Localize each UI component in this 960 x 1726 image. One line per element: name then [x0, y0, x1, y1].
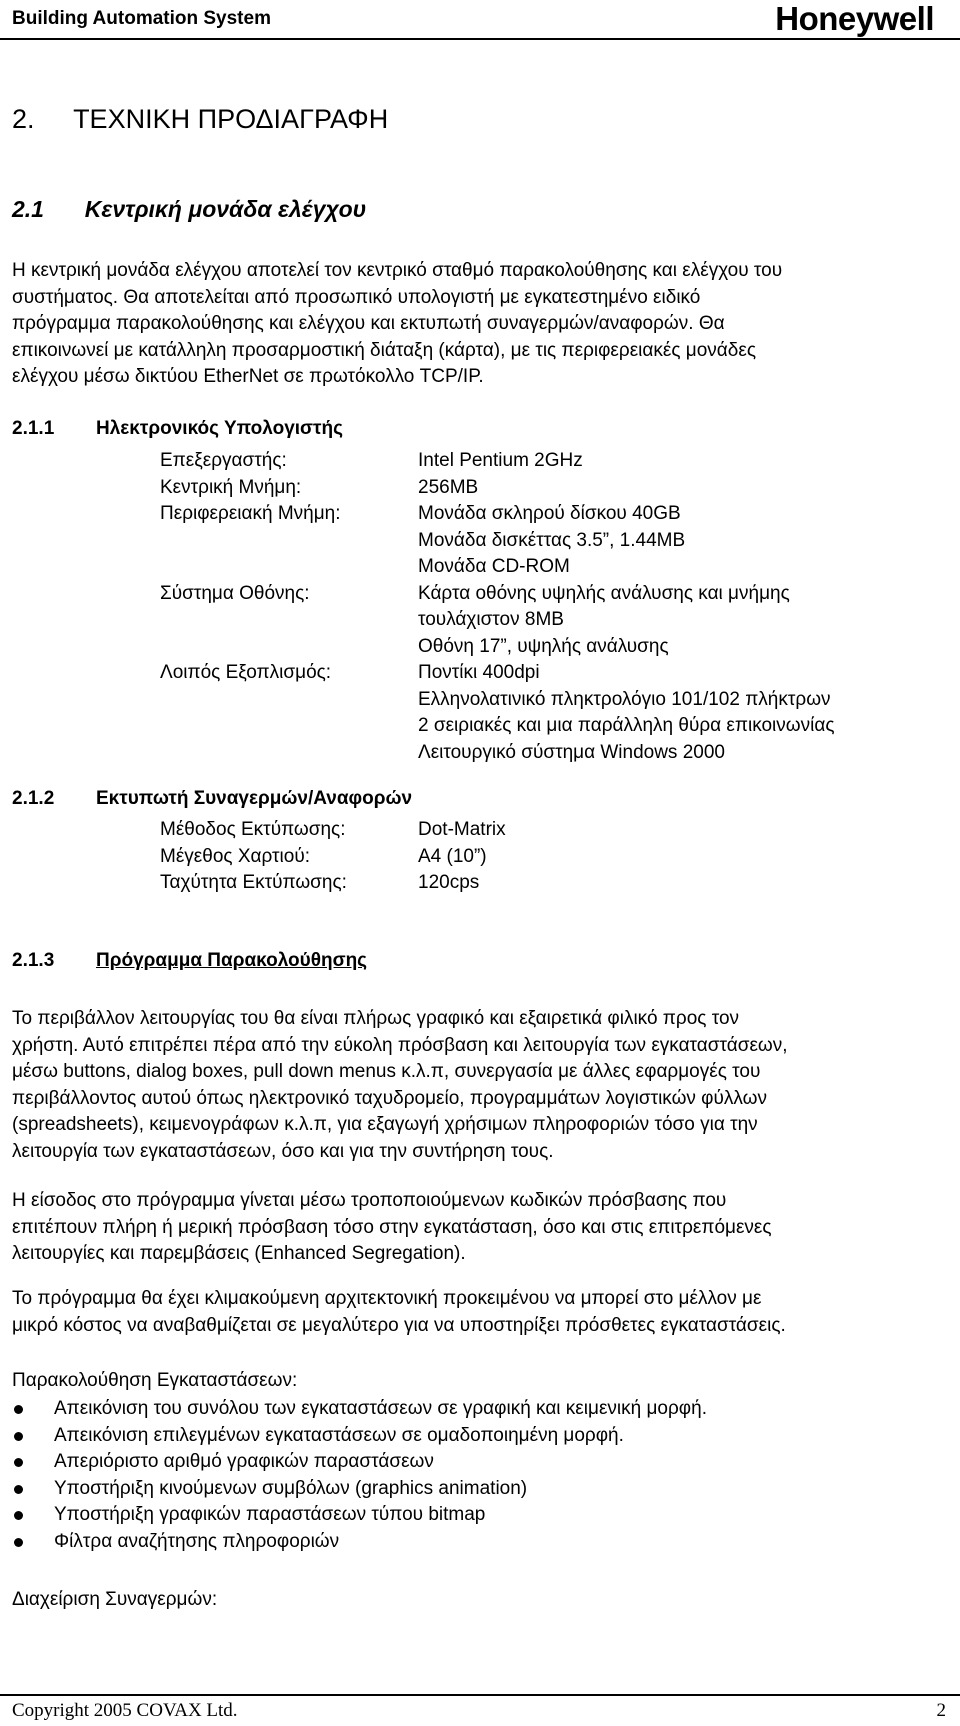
bullet-icon	[14, 1538, 23, 1547]
bullet-icon	[14, 1511, 23, 1520]
spec-value: Λειτουργικό σύστημα Windows 2000	[418, 741, 725, 763]
spec-value: Οθόνη 17”, υψηλής ανάλυσης	[418, 635, 669, 657]
bullet-icon	[14, 1405, 23, 1414]
footer-divider	[0, 1694, 960, 1696]
spec-value: Μονάδα δισκέττας 3.5”, 1.44MB	[418, 529, 686, 551]
computer-spec-table	[160, 448, 950, 766]
spec-row	[160, 844, 950, 871]
spec-row	[160, 475, 950, 502]
alarm-management-label: Διαχείριση Συναγερμών:	[12, 1589, 218, 1610]
text-line: χρήστη. Αυτό επιτρέπει πέρα από την εύκολη πρόσβαση και λειτουργία των εγκαταστάσεων,	[12, 1034, 788, 1056]
spec-value: Κάρτα οθόνης υψηλής ανάλυσης και μνήμης	[418, 582, 790, 604]
bullet-icon	[14, 1432, 23, 1441]
monitoring-label: Παρακολούθηση Εγκαταστάσεων:	[12, 1370, 298, 1391]
list-item-text: Απεικόνιση του συνόλου των εγκαταστάσεων σε γραφική και κειμενική μορφή.	[54, 1398, 707, 1419]
bullet-icon	[14, 1485, 23, 1494]
spec-label: Μέθοδος Εκτύπωσης:	[160, 819, 346, 840]
section-heading	[12, 104, 388, 135]
text-line: επιτέπουν πλήρη ή μερική πρόσβαση τόσο στην εγκατάσταση, όσο και στις επιτρεπόμενες	[12, 1216, 772, 1238]
spec-label: Περιφερειακή Μνήμη:	[160, 503, 341, 524]
section-title: ΤΕΧΝΙΚΗ ΠΡΟΔΙΑΓΡΑΦΗ	[73, 104, 389, 134]
list-item-text: Απεριόριστο αριθμό γραφικών παραστάσεων	[54, 1451, 434, 1472]
header-divider	[0, 38, 960, 40]
spec-row	[160, 740, 950, 767]
list-item-text: Φίλτρα αναζήτησης πληροφοριών	[54, 1530, 340, 1552]
subsection-heading	[12, 196, 366, 223]
list-item	[12, 1423, 707, 1450]
spec-value: 120cps	[418, 872, 480, 893]
text-line: Το πρόγραμμα θα έχει κλιμακούμενη αρχιτεκτονική προκειμένου να μπορεί στο μέλλον με	[12, 1288, 762, 1309]
spec-value: Μονάδα σκληρού δίσκου 40GB	[418, 503, 681, 524]
spec-row	[160, 581, 950, 608]
printer-spec-table	[160, 817, 950, 897]
subsection-title: Κεντρική μονάδα ελέγχου	[84, 196, 367, 222]
spec-row	[160, 870, 950, 897]
spec-value: Μονάδα CD-ROM	[418, 556, 570, 577]
list-item-text: Υποστήριξη κινούμενων συμβόλων (graphics animation)	[54, 1477, 528, 1499]
program-paragraph-3	[12, 1286, 948, 1339]
text-line: Η είσοδος στο πρόγραμμα γίνεται μέσω τροποποιούμενων κωδικών πρόσβασης που	[12, 1190, 727, 1211]
computer-title: Ηλεκτρονικός Υπολογιστής	[96, 418, 344, 439]
printer-title: Εκτυπωτή Συναγερμών/Αναφορών	[96, 788, 413, 809]
printer-number: 2.1.2	[12, 788, 55, 809]
text-line: λειτουργίες και παρεμβάσεις (Enhanced Segregation).	[12, 1243, 466, 1264]
header-title: Building Automation System	[12, 8, 271, 29]
spec-label: Μέγεθος Χαρτιού:	[160, 845, 310, 867]
text-line: (spreadsheets), κειμενογράφων κ.λ.π, για εξαγωγή χρήσιμων πληροφοριών τόσο για την	[12, 1114, 758, 1135]
program-paragraph-1	[12, 1006, 948, 1165]
bullet-icon	[14, 1458, 23, 1467]
program-paragraph-2	[12, 1188, 948, 1268]
subsection-number: 2.1	[12, 196, 44, 222]
spec-value: Dot-Matrix	[418, 819, 506, 840]
program-title: Πρόγραμμα Παρακολούθησης	[96, 950, 368, 971]
spec-value: Intel Pentium 2GHz	[418, 450, 583, 471]
text-line: Η κεντρική μονάδα ελέγχου αποτελεί τον κεντρικό σταθμό παρακολούθησης και ελέγχου του	[12, 260, 783, 281]
spec-label: Επεξεργαστής:	[160, 450, 287, 471]
spec-value: τουλάχιστον 8MB	[418, 609, 564, 630]
section-number: 2.	[12, 104, 35, 134]
text-line: περιβάλλοντος αυτού όπως ηλεκτρονικό ταχυδρομείο, προγραμμάτων λογιστικών φύλλων	[12, 1087, 767, 1109]
text-line: επικοινωνεί με κατάλληλη προσαρμοστική διάταξη (κάρτα), με τις περιφερειακές μονάδες	[12, 339, 756, 361]
program-number: 2.1.3	[12, 950, 55, 971]
spec-value: 256MB	[418, 476, 479, 498]
spec-row	[160, 448, 950, 475]
spec-value: 2 σειριακές και μια παράλληλη θύρα επικοινωνίας	[418, 715, 835, 736]
text-line: λειτουργία των εγκαταστάσεων, όσο και για την συντήρηση τους.	[12, 1140, 554, 1162]
text-line: συστήματος. Θα αποτελείται από προσωπικό υπολογιστή με εγκατεστημένο ειδικό	[12, 286, 701, 308]
list-item	[12, 1502, 707, 1529]
spec-row	[160, 554, 950, 581]
spec-label: Λοιπός Εξοπλισμός:	[160, 662, 332, 683]
list-item	[12, 1476, 707, 1503]
spec-row	[160, 634, 950, 661]
page-number: 2	[936, 1700, 946, 1721]
list-item	[12, 1396, 707, 1423]
spec-row	[160, 528, 950, 555]
honeywell-logo: Honeywell	[775, 0, 934, 37]
computer-number: 2.1.1	[12, 418, 55, 439]
list-item-text: Απεικόνιση επιλεγμένων εγκαταστάσεων σε ομαδοποιημένη μορφή.	[54, 1424, 624, 1446]
spec-value: A4 (10”)	[418, 845, 487, 867]
spec-label: Σύστημα Οθόνης:	[160, 582, 310, 604]
intro-paragraph	[12, 258, 948, 391]
list-item	[12, 1529, 707, 1556]
spec-row	[160, 501, 950, 528]
spec-value: Ελληνολατινικό πληκτρολόγιο 101/102 πλήκτρων	[418, 688, 831, 710]
monitoring-list	[12, 1396, 707, 1555]
spec-value: Ποντίκι 400dpi	[418, 662, 540, 683]
text-line: ελέγχου μέσω δικτύου EtherNet σε πρωτόκολλο TCP/IP.	[12, 366, 484, 387]
copyright-text: Copyright 2005 COVAX Ltd.	[12, 1700, 238, 1721]
spec-row	[160, 817, 950, 844]
spec-label: Ταχύτητα Εκτύπωσης:	[160, 872, 347, 893]
text-line: μικρό κόστος να αναβαθμίζεται σε μεγαλύτερο για να υποστηρίξει πρόσθετες εγκαταστάσεις.	[12, 1314, 786, 1336]
spec-row	[160, 660, 950, 687]
spec-row	[160, 713, 950, 740]
text-line: Το περιβάλλον λειτουργίας του θα είναι πλήρως γραφικό και εξαιρετικά φιλικό προς τον	[12, 1008, 740, 1029]
text-line: πρόγραμμα παρακολούθησης και ελέγχου και εκτυπωτή συναγερμών/αναφορών. Θα	[12, 313, 725, 334]
list-item	[12, 1449, 707, 1476]
spec-label: Κεντρική Μνήμη:	[160, 476, 302, 498]
text-line: μέσω buttons, dialog boxes, pull down menus κ.λ.π, συνεργασία με άλλες εφαρμογές του	[12, 1061, 761, 1082]
spec-row	[160, 687, 950, 714]
spec-row	[160, 607, 950, 634]
list-item-text: Υποστήριξη γραφικών παραστάσεων τύπου bitmap	[54, 1504, 486, 1525]
